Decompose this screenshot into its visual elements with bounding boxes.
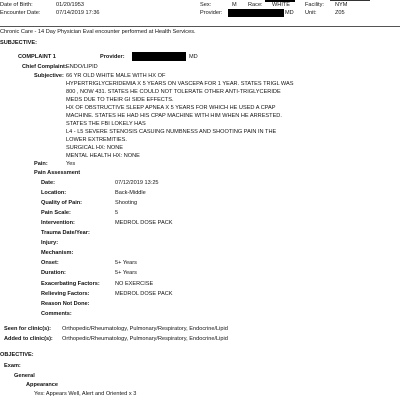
sex-label: Sex: <box>200 2 212 8</box>
complaint-provider-suffix: MD <box>189 54 198 60</box>
subjective-text-line: L4 - L5 SEVERE STENOSIS CASUING NUMBNESS AND SHOOTING PAIN IN THE <box>66 129 277 135</box>
header-provider-suffix: MD <box>285 10 294 16</box>
appearance-value: Yes: Appears Well, Alert and Oriented x 3 <box>34 391 137 397</box>
pain-row-label: Exacerbating Factors: <box>41 281 100 287</box>
pain-row-label: Location: <box>41 190 67 196</box>
general-label: General <box>14 373 35 379</box>
subjective-text-line: LOWER EXTREMITIES. <box>66 137 127 143</box>
subjective-text-line: STATES THE FBI LOKELY HAS <box>66 121 146 127</box>
subjective-text-line: HX OF OBSTRUCTIVE SLEEP APNEA X 5 YEARS FOR WHICH HE USED A CPAP <box>66 105 276 111</box>
complaint-label: COMPLAINT 1 <box>18 54 56 60</box>
pain-row-label: Trauma Date/Year: <box>41 230 90 236</box>
pain-row-label: Date: <box>41 180 55 186</box>
pain-row-label: Mechanism: <box>41 250 74 256</box>
pain-row-value: Back-Middle <box>115 190 146 196</box>
subjective-text-line: MENTAL HEALTH HX: NONE <box>66 153 140 159</box>
dob-label: Date of Birth: <box>0 2 33 8</box>
encounter-date-label: Encounter Date: <box>0 10 41 16</box>
appearance-label: Appearance <box>26 382 59 388</box>
pain-row-label: Pain Scale: <box>41 210 71 216</box>
pain-row-label: Onset: <box>41 260 59 266</box>
subjective-heading: SUBJECTIVE: <box>0 40 37 46</box>
subjective-text-line: MACHINE. STATES HE HAD HIS CPAP MACHINE WITH HIM WHEN HE ARRESTED. <box>66 113 282 119</box>
pain-row-value: MEDROL DOSE PACK <box>115 291 173 297</box>
facility-value: NYM <box>335 2 348 8</box>
objective-heading: OBJECTIVE: <box>0 352 34 358</box>
subjective-text-line: SURGICAL HX: NONE <box>66 145 123 151</box>
subjective-text-line: 66 YR OLD WHITE MALE WITH HX OF <box>66 73 166 79</box>
pain-value: Yes <box>66 161 76 167</box>
redaction-bar <box>265 0 295 2</box>
header-divider <box>0 26 400 27</box>
redaction-bar <box>330 0 370 1</box>
subjective-text-line: HYPERTRIGLYCERIDEMIA X 5 YEARS ON VASCEPA FOR 1 YEAR. STATES TRIGL WAS <box>66 81 294 87</box>
pain-assessment-heading: Pain Assessment <box>34 170 81 176</box>
seen-for-clinics-value: Orthopedic/Rheumatology, Pulmonary/Respiratory, Endocrine/Lipid <box>62 326 228 332</box>
added-to-clinics-label: Added to clinic(s): <box>4 336 53 342</box>
pain-row-label: Injury: <box>41 240 59 246</box>
chief-complaint-value: ENDO/LIPID <box>66 64 98 70</box>
encounter-date-value: 07/14/2019 17:36 <box>56 10 100 16</box>
pain-label: Pain: <box>34 161 48 167</box>
pain-row-value: 5+ Years <box>115 270 137 276</box>
pain-row-label: Reason Not Done: <box>41 301 90 307</box>
complaint-provider-label: Provider: <box>100 54 125 60</box>
redaction-bar <box>228 9 284 17</box>
pain-row-value: 07/12/2019 13:25 <box>115 180 159 186</box>
header-provider-label: Provider: <box>200 10 223 16</box>
chief-complaint-label: Chief Complaint: <box>22 64 67 70</box>
exam-label: Exam: <box>4 363 21 369</box>
pain-row-value: Shooting <box>115 200 138 206</box>
dob-value: 01/20/1953 <box>56 2 84 8</box>
race-label: Race: <box>248 2 263 8</box>
added-to-clinics-value: Orthopedic/Rheumatology, Pulmonary/Respiratory, Endocrine/Lipid <box>62 336 228 342</box>
subjective-text-line: 800 , NOW 431. STATES HE COULD NOT TOLERATE OTHER ANTI-TRIGLYCERIDE <box>66 89 281 95</box>
unit-value: Z05 <box>335 10 345 16</box>
pain-row-value: MEDROL DOSE PACK <box>115 220 173 226</box>
encounter-intro: Chronic Care - 14 Day Physician Eval encounter performed at Health Services. <box>0 29 196 35</box>
pain-row-value: 5 <box>115 210 119 216</box>
pain-row-label: Comments: <box>41 311 72 317</box>
subjective-text-line: MEDS DUE TO THEIR GI SIDE EFFECTS. <box>66 97 174 103</box>
subjective-label: Subjective: <box>34 73 64 79</box>
pain-row-label: Relieving Factors: <box>41 291 90 297</box>
pain-row-label: Quality of Pain: <box>41 200 83 206</box>
pain-row-value: NO EXERCISE <box>115 281 154 287</box>
unit-label: Unit: <box>305 10 317 16</box>
race-value: WHITE <box>272 2 291 8</box>
sex-value: M <box>232 2 237 8</box>
redaction-bar <box>132 52 186 61</box>
seen-for-clinics-label: Seen for clinic(s): <box>4 326 51 332</box>
pain-row-value: 5+ Years <box>115 260 137 266</box>
pain-row-label: Duration: <box>41 270 66 276</box>
facility-label: Facility: <box>305 2 324 8</box>
pain-row-label: Intervention: <box>41 220 75 226</box>
